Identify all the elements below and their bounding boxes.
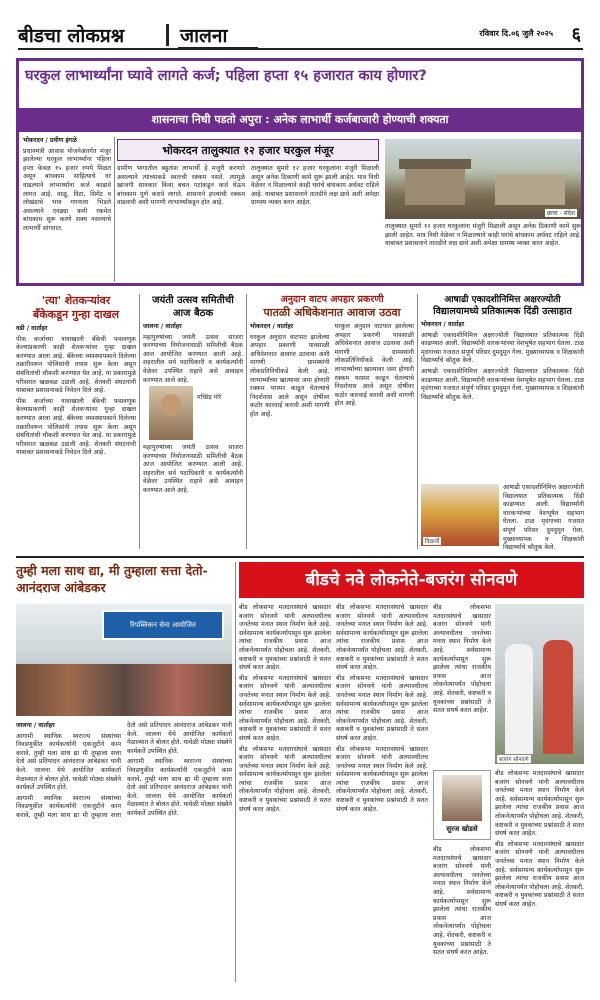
awas-body	[250, 323, 414, 545]
sonawane-photo	[495, 604, 584, 764]
divider-awas	[417, 294, 418, 549]
jayanti-body-lower	[143, 444, 243, 544]
lead-body-left	[23, 137, 111, 282]
sonawane-body-3-text: बीड लोकसभा मतदारसंघाचे खासदार बजरंग सोनवणे यांनी अल्पावधीतच जनतेच्या मनात स्थान निर्माण केले आहे. सर्वसामान्य कार्यकर्त्यापासून सुरू झालेला त्यांचा राजकीय प्रवास आज लोकनेत्यापर्यंत पोहोचला आहे. शेतकरी, कष्टकरी व युवकांच्या प्रश्नांसाठी ते सतत संघर्ष करत आहेत.	[433, 604, 491, 715]
sonawane-photo-caption: बजरंग सोनवणे	[499, 757, 529, 763]
sonawane-body-1-text-2: बीड लोकसभा मतदारसंघाचे खासदार बजरंग सोनवणे यांनी अल्पावधीतच जनतेच्या मनात स्थान निर्माण केले आहे. सर्वसामान्य कार्यकर्त्यापासून सुरू झालेला त्यांचा राजकीय प्रवास आज लोकनेत्यापर्यंत पोहोचला आहे. शेतकरी, कष्टकरी व युवकांच्या प्रश्नांसाठी ते सतत संघर्ष करत आहेत.	[239, 674, 331, 742]
jayanti-photo-face	[161, 394, 181, 416]
lead-headline: घरकुल लाभार्थ्यांना घ्यावे लागते कर्ज; पहिला हप्ता १५ हजारात काय होणार?	[25, 68, 427, 84]
sonawane-body-2	[336, 604, 428, 980]
divider-jayanti	[246, 294, 247, 549]
awas-body-text: घरकुल अनुदान वाटपात झालेल्या अपहार प्रकरणी पावसाळी अधिवेशनात आवाज उठवावा अशी मागणी ग्रामस्थांनी लोकप्रतिनिधींकडे केली आहे. लाभार्थ्यांच्या खात्यावर जमा होणारी रक्कम परस्पर काढून घेतल्याचे निदर्शनास आले असून दोषींवर कठोर कारवाई करावी अशी मागणी होत आहे.	[250, 333, 330, 418]
ashadhi-body	[421, 321, 584, 481]
ambedkar-body-text-3: आगामी स्थानिक स्वराज्य संस्थांच्या निवडणुकीत कार्यकर्त्यांनी एकजुटीने काम करावे, तुम्ही मला साथ द्या मी तुम्हाला सत्ता देतो असे प्रतिपादन आनंदराज आंबेडकर यांनी केले. जालना येथे आयोजित कार्यकर्ता मेळाव्यात ते बोलत होते. यावेळी मोठ्या संख्येने कार्यकर्ते उपस्थित होते.	[127, 758, 232, 817]
ambedkar-body	[16, 722, 232, 980]
bank-headline: बँकेकडून गुन्हा दाखल	[32, 308, 120, 321]
sonawane-photo-figure-2	[543, 640, 573, 754]
sonawane-body-5	[495, 770, 584, 980]
sonawane-body-2-text-2: बीड लोकसभा मतदारसंघाचे खासदार बजरंग सोनवणे यांनी अल्पावधीतच जनतेच्या मनात स्थान निर्माण केले आहे. सर्वसामान्य कार्यकर्त्यापासून सुरू झालेला त्यांचा राजकीय प्रवास आज लोकनेत्यापर्यंत पोहोचला आहे. शेतकरी, कष्टकरी व युवकांच्या प्रश्नांसाठी ते सतत संघर्ष करत आहेत.	[336, 674, 428, 742]
jayanti-body-text: महापुरुषांच्या जयंती उत्सव साजरा करण्याच्या नियोजनासाठी समितीची बैठक आज आयोजित करण्यात आली आहे. शहरातील सर्व पदाधिकारी व कार्यकर्त्यांनी वेळेवर उपस्थित राहावे असे आवाहन करण्यात आले आहे.	[143, 333, 243, 384]
story-ambedkar	[16, 562, 232, 982]
masthead	[18, 20, 583, 50]
jayanti-photo-caption: मच्छिंद्र मोरे	[197, 394, 222, 401]
page-number: ६	[571, 24, 581, 45]
section-rule	[16, 556, 584, 558]
ashadhi-photo	[421, 484, 499, 546]
sonawane-photo-figure-1	[505, 644, 533, 754]
divider-bank	[139, 294, 140, 549]
ambedkar-dateline: जालना / वार्ताहर	[16, 722, 55, 729]
lead-story-box	[16, 58, 584, 286]
ambedkar-crowd	[16, 664, 232, 716]
lead-body-mid	[117, 165, 245, 282]
sonawane-body-1-text: बीड लोकसभा मतदारसंघाचे खासदार बजरंग सोनवणे यांनी अल्पावधीतच जनतेच्या मनात स्थान निर्माण केले आहे. सर्वसामान्य कार्यकर्त्यापासून सुरू झालेला त्यांचा राजकीय प्रवास आज लोकनेत्यापर्यंत पोहोचला आहे. शेतकरी, कष्टकरी व युवकांच्या प्रश्नांसाठी ते सतत संघर्ष करत आहेत.	[239, 604, 331, 672]
lead-subhead: भोकरदन तालुक्यात १२ हजार घरकुल मंजूर	[117, 139, 379, 161]
ashadhi-body-text-2: आषाढी एकादशीनिमित्त अक्षरज्योती विद्यालयात प्रतिकात्मक दिंडी काढण्यात आली. विद्यार्थ्यांनी वारकऱ्यांच्या वेशभूषेत सहभाग घेतला. टाळ मृदंगाच्या गजरात संपूर्ण परिसर दुमदुमून गेला. मुख्याध्यापक व शिक्षकांनी विद्यार्थ्यांचे कौतुक केले.	[421, 367, 584, 401]
edition-name: जालना	[180, 25, 228, 47]
awas-body-text-2: घरकुल अनुदान वाटपात झालेल्या अपहार प्रकरणी पावसाळी अधिवेशनात आवाज उठवावा अशी मागणी ग्रामस्थांनी लोकप्रतिनिधींकडे केली आहे. लाभार्थ्यांच्या खात्यावर जमा होणारी रक्कम परस्पर काढून घेतल्याचे निदर्शनास आले असून दोषींवर कठोर कारवाई करावी अशी मागणी होत आहे.	[334, 323, 414, 408]
ambedkar-body-text-2: आगामी स्थानिक स्वराज्य संस्थांच्या निवडणुकीत कार्यकर्त्यांनी एकजुटीने काम करावे, तुम्ही मला साथ द्या मी तुम्हाला सत्ता देतो असे प्रतिपादन आनंदराज आंबेडकर यांनी केले. जालना येथे आयोजित कार्यकर्ता मेळाव्यात ते बोलत होते. यावेळी मोठ्या संख्येने कार्यकर्ते उपस्थित होते.	[16, 722, 232, 819]
byline-name: सुरज खोडसे	[446, 825, 478, 833]
sonawane-body-1	[239, 604, 331, 980]
ashadhi-body-side	[503, 484, 584, 552]
sonawane-body-5-text: बीड लोकसभा मतदारसंघाचे खासदार बजरंग सोनवणे यांनी अल्पावधीतच जनतेच्या मनात स्थान निर्माण केले आहे. सर्वसामान्य कार्यकर्त्यापासून सुरू झालेला त्यांचा राजकीय प्रवास आज लोकनेत्यापर्यंत पोहोचला आहे. शेतकरी, कष्टकरी व युवकांच्या प्रश्नांसाठी ते सतत संघर्ष करत आहेत.	[495, 770, 584, 838]
bank-body-text: पीक कर्जाच्या नावाखाली बँकेची फसवणूक केल्याप्रकरणी काही शेतकऱ्यांवर गुन्हा दाखल करण्यात आला आहे. बँकेच्या व्यवस्थापकाने दिलेल्या तक्रारीवरून पोलिसांनी तपास सुरू केला असून संबंधितांची चौकशी करण्यात येत आहे. या प्रकारामुळे परिसरात खळबळ उडाली आहे. शेतकरी संघटनांनी याबाबत प्रशासनाकडे निवेदन दिले आहे.	[16, 335, 136, 395]
sonawane-body-4	[433, 846, 491, 980]
awas-dateline: भोकरदन / वार्ताहर	[250, 323, 294, 330]
divider-ambedkar	[235, 562, 236, 982]
sonawane-body-3	[433, 604, 491, 764]
lead-photo-wall	[495, 175, 565, 205]
issue-date: रविवार दि.०६ जुलै २०२५	[479, 29, 553, 38]
bank-dateline: वडी / वार्ताहर	[16, 325, 48, 332]
lead-photo-roof	[399, 159, 471, 169]
lead-body-mid-text: ग्रामीण भागातील बहुतांश लाभार्थी हे मजुरी करणारे असल्याने त्यांच्याकडे स्वतःची रक्कम नसते. त्यामुळे खाजगी सावकार किंवा बचत गटांकडून कर्ज घेऊन बांधकाम पूर्ण करावे लागते. शासनाने हप्त्यांची रक्कम वाढवावी अशी मागणी लाभार्थ्यांकडून होत आहे.	[117, 165, 245, 207]
ashadhi-kicker: आषाढी एकादशीनिमित्त अक्षरज्योती	[444, 295, 561, 305]
story-awas	[250, 294, 414, 549]
lead-photo-house	[405, 167, 465, 205]
ashadhi-dateline: भोकरदन / वार्ताहर	[421, 321, 465, 328]
ashadhi-body-side-text: आषाढी एकादशीनिमित्त अक्षरज्योती विद्यालयात प्रतिकात्मक दिंडी काढण्यात आली. विद्यार्थ्यांनी वारकऱ्यांच्या वेशभूषेत सहभाग घेतला. टाळ मृदंगाच्या गजरात संपूर्ण परिसर दुमदुमून गेला. मुख्याध्यापक व शिक्षकांनी विद्यार्थ्यांचे कौतुक केले.	[503, 484, 584, 552]
story-ashadhi	[421, 294, 584, 552]
jayanti-headline: जयंती उत्सव समितीची आज बैठक	[152, 295, 234, 319]
lead-strap: शासनाचा निधी पडतो अपुरा : अनेक लाभार्थी कर्जबाजारी होण्याची शक्यता	[19, 108, 581, 132]
lead-dateline: भोकरदन / प्रवीण इंगळे	[23, 137, 77, 144]
sonawane-body-4-text: बीड लोकसभा मतदारसंघाचे खासदार बजरंग सोनवणे यांनी अल्पावधीतच जनतेच्या मनात स्थान निर्माण केले आहे. सर्वसामान्य कार्यकर्त्यापासून सुरू झालेला त्यांचा राजकीय प्रवास आज लोकनेत्यापर्यंत पोहोचला आहे. शेतकरी, कष्टकरी व युवकांच्या प्रश्नांसाठी ते सतत संघर्ष करत आहेत.	[433, 846, 491, 957]
lead-photo-caption: छाया - संदेश	[546, 210, 575, 217]
ambedkar-banner-text: रिपब्लिकन सेना आयोजित	[130, 621, 196, 629]
paper-name: बीडचा लोकप्रश्न	[18, 25, 125, 47]
lead-photo	[385, 139, 581, 219]
edition-underline	[178, 47, 258, 49]
sonawane-headline: बीडचे नवे लोकनेते-बजरंग सोनवणे	[239, 562, 584, 598]
awas-kicker: अनुदान वाटप अपहार प्रकरणी	[280, 294, 384, 305]
lead-body-right-text: तालुक्यात सुमारे १२ हजार घरकुलांना मंजुरी मिळाली असून अनेक ठिकाणी कामे सुरू झाली आहेत. मात्र निधी वेळेवर न मिळाल्याने काही घरांचे बांधकाम अर्धवट राहिले आहे. याबाबत प्रशासनाने तातडीने लक्ष द्यावे अशी अपेक्षा ग्रामस्थ व्यक्त करत आहेत.	[251, 165, 379, 207]
jayanti-photo	[149, 386, 193, 440]
ambedkar-headline: तुम्ही मला साथ द्या, मी तुम्हाला सत्ता देतो-आनंदराज आंबेडकर	[16, 563, 208, 595]
sonawane-body-2-text: बीड लोकसभा मतदारसंघाचे खासदार बजरंग सोनवणे यांनी अल्पावधीतच जनतेच्या मनात स्थान निर्माण केले आहे. सर्वसामान्य कार्यकर्त्यापासून सुरू झालेला त्यांचा राजकीय प्रवास आज लोकनेत्यापर्यंत पोहोचला आहे. शेतकरी, कष्टकरी व युवकांच्या प्रश्नांसाठी ते सतत संघर्ष करत आहेत.	[336, 604, 428, 672]
ambedkar-banner	[102, 610, 224, 640]
lead-body-left-text: प्रधानमंत्री आवास योजनेअंतर्गत मंजूर झालेल्या घरकुल लाभार्थ्यांना पहिला हप्ता केवळ १५ हजार रुपये मिळत असून बांधकाम साहित्याचे दर वाढल्याने लाभार्थ्यांना कर्ज काढावे लागत आहे. वाळू, विटा, सिमेंट व लोखंडाचे भाव गगनाला भिडले असल्याने एवढ्या कमी रकमेत बांधकाम सुरू करणे शक्य नसल्याचे लाभार्थी सांगतात.	[23, 147, 111, 232]
jayanti-body	[143, 323, 243, 383]
story-bank	[16, 294, 136, 549]
ashadhi-photo-caption: विद्यार्थी	[425, 539, 440, 545]
byline-photo	[442, 775, 482, 821]
ambedkar-body-text: आगामी स्थानिक स्वराज्य संस्थांच्या निवडणुकीत कार्यकर्त्यांनी एकजुटीने काम करावे, तुम्ही मला साथ द्या मी तुम्हाला सत्ता देतो असे प्रतिपादन आनंदराज आंबेडकर यांनी केले. जालना येथे आयोजित कार्यकर्ता मेळाव्यात ते बोलत होते. यावेळी मोठ्या संख्येने कार्यकर्ते उपस्थित होते.	[16, 732, 121, 792]
ashadhi-headline: विद्यालयामध्ये प्रतिकात्मक दिंडी उत्साहात	[433, 306, 572, 317]
bank-body-text-2: पीक कर्जाच्या नावाखाली बँकेची फसवणूक केल्याप्रकरणी काही शेतकऱ्यांवर गुन्हा दाखल करण्यात आला आहे. बँकेच्या व्यवस्थापकाने दिलेल्या तक्रारीवरून पोलिसांनी तपास सुरू केला असून संबंधितांची चौकशी करण्यात येत आहे. या प्रकारामुळे परिसरात खळबळ उडाली आहे. शेतकरी संघटनांनी याबाबत प्रशासनाकडे निवेदन दिले आहे.	[16, 397, 136, 457]
lead-body-right	[251, 165, 379, 282]
lead-divider-1	[114, 137, 115, 282]
awas-headline: पातळी अधिकेशनात आवाज उठवा	[263, 306, 401, 319]
sonawane-body-2-text-3: बीड लोकसभा मतदारसंघाचे खासदार बजरंग सोनवणे यांनी अल्पावधीतच जनतेच्या मनात स्थान निर्माण केले आहे. सर्वसामान्य कार्यकर्त्यापासून सुरू झालेला त्यांचा राजकीय प्रवास आज लोकनेत्यापर्यंत पोहोचला आहे. शेतकरी, कष्टकरी व युवकांच्या प्रश्नांसाठी ते सतत संघर्ष करत आहेत.	[336, 745, 428, 813]
sonawane-body-1-text-3: बीड लोकसभा मतदारसंघाचे खासदार बजरंग सोनवणे यांनी अल्पावधीतच जनतेच्या मनात स्थान निर्माण केले आहे. सर्वसामान्य कार्यकर्त्यापासून सुरू झालेला त्यांचा राजकीय प्रवास आज लोकनेत्यापर्यंत पोहोचला आहे. शेतकरी, कष्टकरी व युवकांच्या प्रश्नांसाठी ते सतत संघर्ष करत आहेत.	[239, 745, 331, 813]
lead-body-photo-below	[385, 223, 581, 282]
edition-divider	[166, 24, 169, 46]
ambedkar-photo	[16, 604, 232, 716]
jayanti-dateline: जालना / वार्ताहर	[143, 323, 182, 330]
sonawane-body-5-text-2: बीड लोकसभा मतदारसंघाचे खासदार बजरंग सोनवणे यांनी अल्पावधीतच जनतेच्या मनात स्थान निर्माण केले आहे. सर्वसामान्य कार्यकर्त्यापासून सुरू झालेला त्यांचा राजकीय प्रवास आज लोकनेत्यापर्यंत पोहोचला आहे. शेतकरी, कष्टकरी व युवकांच्या प्रश्नांसाठी ते सतत संघर्ष करत आहेत.	[495, 840, 584, 908]
byline-box	[433, 770, 491, 840]
bank-kicker: 'त्या' शेतकऱ्यांवर	[41, 294, 111, 307]
jayanti-body-lower-text: महापुरुषांच्या जयंती उत्सव साजरा करण्याच्या नियोजनासाठी समितीची बैठक आज आयोजित करण्यात आली आहे. शहरातील सर्व पदाधिकारी व कार्यकर्त्यांनी वेळेवर उपस्थित राहावे असे आवाहन करण्यात आले आहे.	[143, 444, 243, 494]
bank-body	[16, 325, 136, 545]
story-sonawane	[239, 562, 584, 982]
lead-body-photo-below-text: तालुक्यात सुमारे १२ हजार घरकुलांना मंजुरी मिळाली असून अनेक ठिकाणी कामे सुरू झाली आहेत. मात्र निधी वेळेवर न मिळाल्याने काही घरांचे बांधकाम अर्धवट राहिले आहे. याबाबत प्रशासनाने तातडीने लक्ष द्यावे अशी अपेक्षा ग्रामस्थ व्यक्त करत आहेत.	[385, 223, 581, 248]
story-jayanti	[143, 294, 243, 549]
ashadhi-body-text: आषाढी एकादशीनिमित्त अक्षरज्योती विद्यालयात प्रतिकात्मक दिंडी काढण्यात आली. विद्यार्थ्यांनी वारकऱ्यांच्या वेशभूषेत सहभाग घेतला. टाळ मृदंगाच्या गजरात संपूर्ण परिसर दुमदुमून गेला. मुख्याध्यापक व शिक्षकांनी विद्यार्थ्यांचे कौतुक केले.	[421, 331, 584, 365]
